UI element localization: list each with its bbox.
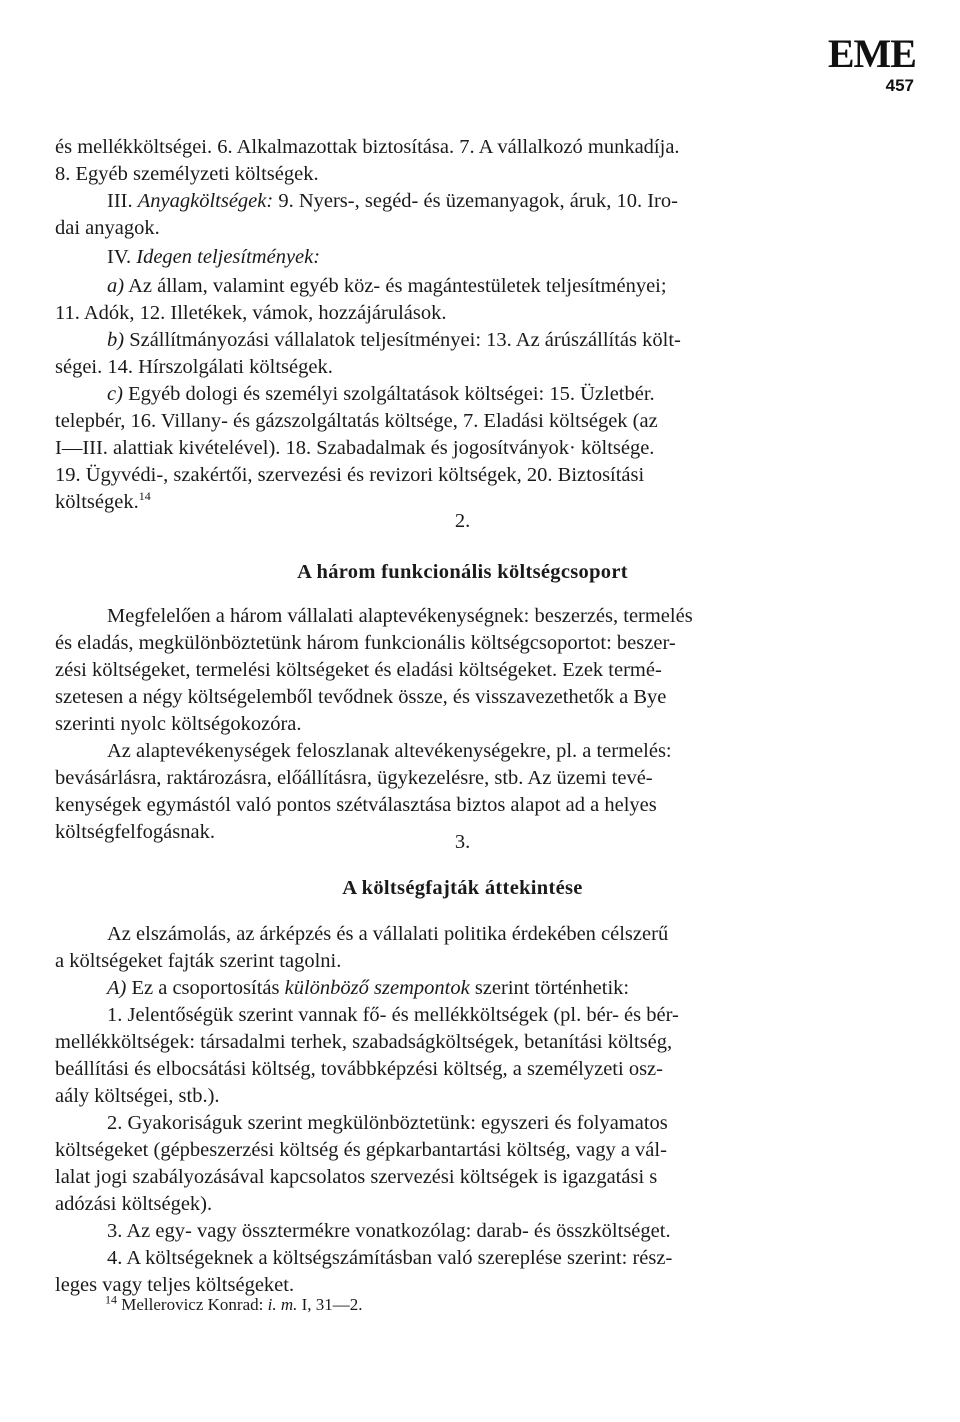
roman-numeral: IV. <box>107 246 137 268</box>
item-letter: A) <box>107 977 127 999</box>
page-number: 457 <box>885 76 914 95</box>
italic-heading: Anyagköltségek: <box>137 190 274 212</box>
item-letter: a) <box>107 275 125 297</box>
text-line: és mellékköltségei. 6. Alkalmazottak biztosítása. 7. A vállalkozó munkadíja. <box>55 136 680 158</box>
text-line: mellékköltségek: társadalmi terhek, szabadságköltségek, betanítási költség, <box>55 1031 673 1053</box>
section2-body <box>55 603 870 846</box>
text-line: 9. Nyers-, segéd- és üzemanyagok, áruk, 10. Iro- <box>273 190 678 212</box>
item-letter: c) <box>107 383 123 405</box>
text-line: a költségeket fajták szerint tagolni. <box>55 950 342 972</box>
italic-phrase: különböző szempontok <box>284 977 470 999</box>
text-line: beállítási és elbocsátási költség, továbbképzési költség, a személyzeti osz- <box>55 1058 663 1080</box>
text-line: 2. Gyakoriságuk szerint megkülönböztetünk: egyszeri és folyamatos <box>107 1112 668 1134</box>
text-line: szerinti nyolc költségokozóra. <box>55 713 302 735</box>
text-line: Egyéb dologi és személyi szolgáltatások költségei: 15. Üzletbér. <box>122 383 655 405</box>
footnote <box>105 1294 363 1316</box>
text-line: Szállítmányozási vállalatok teljesítményei: 13. Az árúszállítás költ- <box>124 329 681 351</box>
footnote-text: I, 31—2. <box>297 1295 363 1314</box>
text-line: lalat jogi szabályozásával kapcsolatos szervezési költségek is igazgatási s <box>55 1166 658 1188</box>
text-line: I—III. alattiak kivételével). 18. Szabadalmak és jogosítványok· költsége. <box>55 437 655 459</box>
text-line: dai anyagok. <box>55 217 160 239</box>
cost-list-continuation <box>55 134 870 516</box>
italic-heading: Idegen teljesítmények: <box>136 246 321 268</box>
text-span: szerint történhetik: <box>469 977 630 999</box>
text-line: leges vagy teljes költségeket. <box>55 1274 295 1296</box>
roman-numeral: III. <box>107 190 138 212</box>
text-line: 4. A költségeknek a költségszámításban való szereplése szerint: rész- <box>107 1247 673 1269</box>
text-line: kenységek egymástól való pontos szétválasztása biztos alapot ad a helyes <box>55 794 657 816</box>
list-heading-iii <box>55 188 870 215</box>
text-span: költségek. <box>55 491 139 513</box>
text-line: és eladás, megkülönböztetünk három funkcionális költségcsoportot: beszer- <box>55 632 676 654</box>
text-line: aály költségei, stb.). <box>55 1085 220 1107</box>
section-title: A költségfajták áttekintése <box>342 877 583 899</box>
text-line: 3. Az egy- vagy össztermékre vonatkozólag: darab- és összköltséget. <box>107 1220 671 1242</box>
text-line: költségfelfogásnak. <box>55 821 215 843</box>
text-line: költségeket (gépbeszerzési költség és gépkarbantartási költség, vagy a vál- <box>55 1139 667 1161</box>
text-line: ségei. 14. Hírszolgálati költségek. <box>55 356 333 378</box>
sub-item-b <box>55 327 870 354</box>
text-line: zési költségeket, termelési költségeket és eladási költségeket. Ezek termé- <box>55 659 662 681</box>
section-title: A három funkcionális költségcsoport <box>297 561 628 583</box>
text-line: Az állam, valamint egyéb köz- és magántestületek teljesítményei; <box>124 275 667 297</box>
text-line: Az elszámolás, az árképzés és a vállalati politika érdekében célszerű <box>107 923 669 945</box>
text-line: Az alaptevékenységek feloszlanak altevékenységekre, pl. a termelés: <box>107 740 672 762</box>
footnote-mark: 14 <box>105 1292 117 1307</box>
text-line: 11. Adók, 12. Illetékek, vámok, hozzájárulások. <box>55 302 447 324</box>
publisher-logo: EME <box>827 31 916 76</box>
text-line <box>55 975 870 1002</box>
text-line: adózási költségek). <box>55 1193 213 1215</box>
text-line: Megfelelően a három vállalati alaptevékenységnek: beszerzés, termelés <box>107 605 693 627</box>
text-line: szetesen a négy költségelemből tevődnek össze, és visszavezethetők a Bye <box>55 686 667 708</box>
sub-item-a <box>55 273 870 300</box>
item-letter: b) <box>107 329 125 351</box>
list-heading-iv <box>55 244 870 271</box>
section-number: 3. <box>454 831 471 853</box>
footnote-text: Mellerovicz Konrad: <box>117 1295 268 1314</box>
footnote-ref: 14 <box>138 489 151 504</box>
text-line: 19. Ügyvédi-, szakértői, szervezési és revizori költségek, 20. Biztosítási <box>55 464 645 486</box>
text-span: Ez a csoportosítás <box>126 977 285 999</box>
section3-body <box>55 921 870 1299</box>
text-line: 8. Egyéb személyzeti költségek. <box>55 163 319 185</box>
section-number: 2. <box>454 510 471 532</box>
sub-item-c <box>55 381 870 408</box>
footnote-italic: i. m. <box>267 1295 298 1314</box>
text-line: 1. Jelentőségük szerint vannak fő- és mellékköltségek (pl. bér- és bér- <box>107 1004 679 1026</box>
text-line: telepbér, 16. Villany- és gázszolgáltatás költsége, 7. Eladási költségek (az <box>55 410 658 432</box>
text-line: bevásárlásra, raktározásra, előállításra, ügykezelésre, stb. Az üzemi tevé- <box>55 767 653 789</box>
